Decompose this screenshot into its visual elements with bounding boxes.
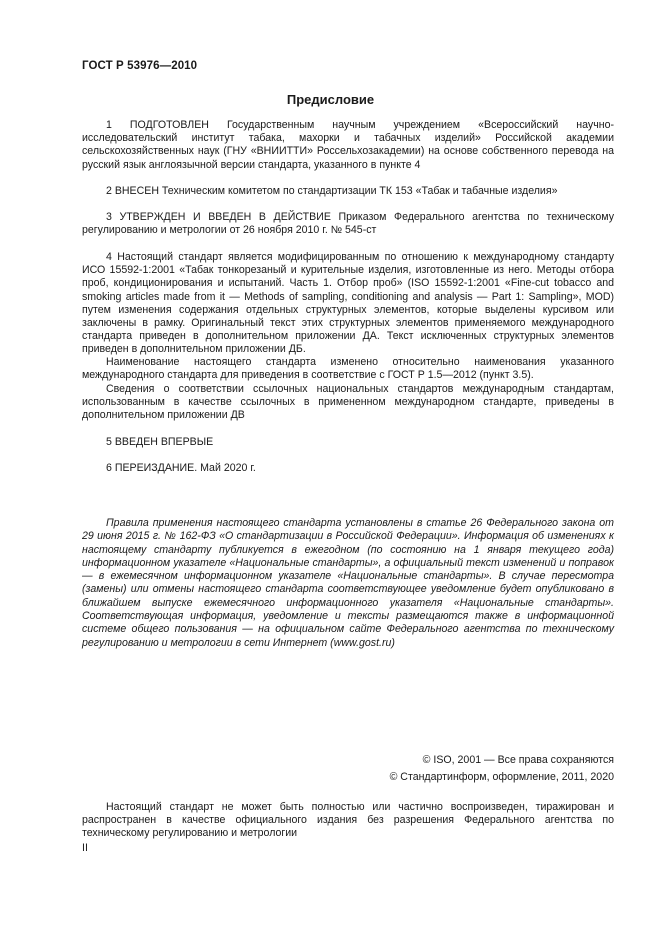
paragraph-modification: 4 Настоящий стандарт является модифицированным по отношению к международному стандарту ИСО 15592-1:2001 «Табак тонкорезаный и курительные изделия, изготовленные из него. Методы отбора проб, кондиционирования и испытаний. Часть 1. Отбор проб» (ISO 15592-1:2001 «Fine-cut tobacco and smoking articles made from it — Methods of sampling, conditioning and analysis — Part 1: Sampling», MOD) путем изменения содержания отдельных структурных элементов, которые выделены курсивом или заключены в рамку. Оригинальный текст этих структурных элементов применяемого международного стандарта приведен в дополнительном приложении ДА. Текст исключенных структурных элементов приведен в дополнительном приложении ДБ. — [82, 251, 614, 356]
paragraph-approved: 3 УТВЕРЖДЕН И ВВЕДЕН В ДЕЙСТВИЕ Приказом Федерального агентства по техническому регулированию и метрологии от 26 ноября 2010 г. № 545-ст — [82, 211, 614, 237]
copyright-iso: © ISO, 2001 — Все права сохраняются — [422, 754, 614, 766]
standard-code: ГОСТ Р 53976—2010 — [82, 60, 198, 72]
paragraph-name-change: Наименование настоящего стандарта изменено относительно наименования указанного международного стандарта для приведения в соответствие с ГОСТ Р 1.5—2012 (пункт 3.5). — [82, 356, 614, 382]
reproduction-notice: Настоящий стандарт не может быть полностью или частично воспроизведен, тиражирован и распространен в качестве официального издания без разрешения Федерального агентства по техническому регулированию и метрологии — [82, 801, 614, 840]
page-number: II — [82, 842, 88, 854]
paragraph-reissue: 6 ПЕРЕИЗДАНИЕ. Май 2020 г. — [106, 462, 256, 474]
application-rules-note: Правила применения настоящего стандарта установлены в статье 26 Федерального закона от 29 июня 2015 г. № 162-ФЗ «О стандартизации в Российской Федерации». Информация об изменениях к настоящему стандарту публикуется в ежегодном (по состоянию на 1 января текущего года) информационном указателе «Национальные стандарты», а официальный текст изменений и поправок — в ежемесячном информационном указателе «Национальные стандарты». В случае пересмотра (замены) или отмены настоящего стандарта соответствующее уведомление будет опубликовано в ближайшем выпуске ежемесячного информационного указателя «Национальные стандарты». Соответствующая информация, уведомление и тексты размещаются также в информационной системе общего пользования — на официальном сайте Федерального агентства по техническому регулированию и метрологии в сети Интернет (www.gost.ru) — [82, 517, 614, 649]
paragraph-prepared-by: 1 ПОДГОТОВЛЕН Государственным научным учреждением «Всероссийский научно-исследовательский институт табака, махорки и табачных изделий» Российской академии сельскохозяйственных наук (ГНУ «ВНИИТТИ» Россельхозакадемии) на основе собственного перевода на русский язык англоязычной версии стандарта, указанного в пункте 4 — [82, 119, 614, 171]
paragraph-references: Сведения о соответствии ссылочных национальных стандартов международным стандартам, использованным в качестве ссылочных в примененном международном стандарте, приведены в дополнительном приложении ДВ — [82, 383, 614, 422]
paragraph-introduced-by: 2 ВНЕСЕН Техническим комитетом по стандартизации ТК 153 «Табак и табачные изделия» — [106, 185, 558, 197]
copyright-standartinform: © Стандартинформ, оформление, 2011, 2020 — [389, 771, 614, 783]
page-title: Предисловие — [286, 92, 375, 107]
paragraph-introduced-first: 5 ВВЕДЕН ВПЕРВЫЕ — [106, 436, 214, 448]
